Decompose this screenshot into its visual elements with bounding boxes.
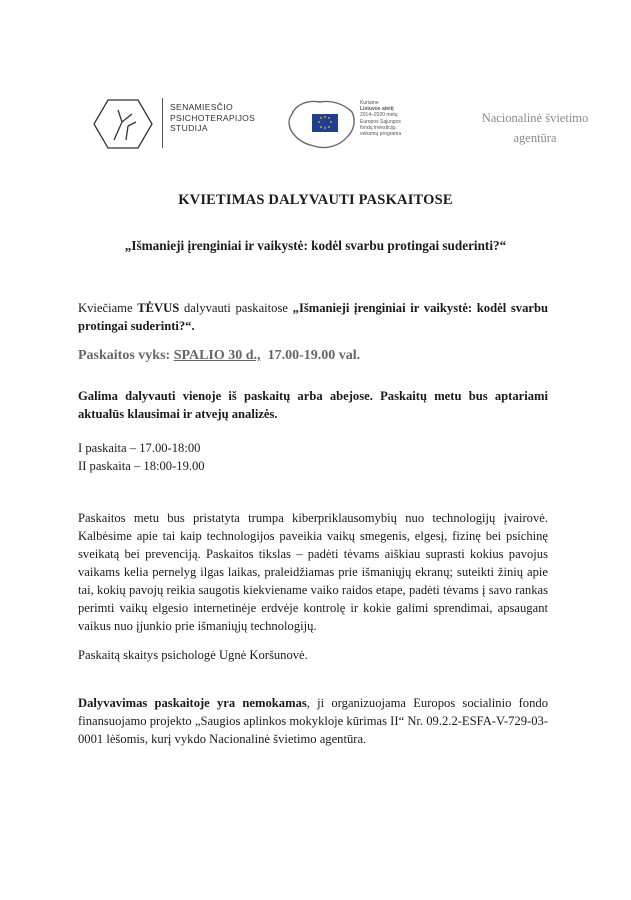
- funding-bold: Dalyvavimas paskaitoje yra nemokamas: [78, 696, 307, 710]
- logo1-line: PSICHOTERAPIJOS: [170, 112, 256, 123]
- logo2-line: 2014–2020 metų: [360, 112, 398, 119]
- logo2-line: Europos Sąjungos: [360, 118, 401, 125]
- session-item: II paskaita – 18:00-19.00: [78, 459, 205, 473]
- logo1-line: SENAMIESČIO: [170, 102, 233, 112]
- eu-funds-logo: [286, 96, 416, 156]
- funding-rest: , ji organizuojama Europos socialinio fondo finansuojamo projekto „Saugios aplinkos mokykloje kūrimas II“ Nr. 09.2.2-ESFA-V-729-03-0001 lėšomis, kurį vykdo Nacionalinė švietimo agentūra.: [78, 696, 548, 746]
- lithuania-map-eu-flag-icon: [286, 96, 358, 154]
- logo3-line: Nacionalinė švietimo: [481, 111, 589, 125]
- lecturer-line: Paskaitą skaitys psichologė Ugnė Koršunovė.: [78, 648, 308, 662]
- participation-note: Galima dalyvauti vienoje iš paskaitų arba abejose. Paskaitų metu bus aptariami aktualūs klausimai ir atvejų analizės.: [78, 389, 548, 421]
- nsa-logo: [470, 108, 600, 148]
- date-label: Paskaitos vyks:: [78, 348, 174, 363]
- description-paragraph: Paskaitos metu bus pristatyta trumpa kiberpriklausomybių nuo technologijų įvairovė. Kalbėsime apie tai kaip technologijos paveikia vaikų smegenis, elgesį, fizinę bei psichinę sveikatą bei prevenciją. Paskaitos tikslas – padėti tėvams aiškiau suprasti kokius pavojus vaikams kelia pernelyg ilgas laikas, praleidžiamas prie išmaniųjų ekranų; suteikti žinių apie tai, kokių pavojų reikia saugotis kiekviename vaiko raidos etape, padėti tėvams į savo rankas perimti vaikų elgesio internetinėje erdvėje kontrolę ir kokie galimi sprendimai, apsaugant vaikus nuo įjunkio prie išmaniųjų technologijų.: [78, 511, 548, 633]
- logo1-line: STUDIJA: [170, 123, 208, 133]
- intro-audience: TĖVUS: [137, 301, 180, 315]
- funding-paragraph: [78, 694, 548, 748]
- sessions-list: [78, 439, 548, 475]
- logo-divider: [162, 98, 163, 148]
- logo2-line: Kuriame: [360, 100, 379, 106]
- logo2-line: veiksmų programa: [360, 131, 402, 138]
- intro-lecture: „Išmanieji įrenginiai ir vaikystė: kodėl svarbu protingai suderinti?“.: [78, 301, 548, 333]
- logo2-line: fondų investicijų: [360, 124, 396, 131]
- session-item: I paskaita – 17.00-18:00: [78, 441, 201, 455]
- hexagon-tree-icon: [92, 96, 154, 152]
- intro-prefix: Kviečiame: [78, 301, 138, 315]
- date-value: SPALIO 30 d.,: [173, 348, 261, 363]
- intro-paragraph: [78, 299, 548, 335]
- intro-middle: dalyvauti paskaitose: [179, 301, 293, 315]
- senamiescio-logo: [92, 96, 292, 152]
- page-subtitle: „Išmanieji įrenginiai ir vaikystė: kodėl svarbu protingai suderinti?“: [124, 238, 507, 253]
- date-line: [78, 348, 360, 364]
- page-title: KVIETIMAS DALYVAUTI PASKAITOSE: [178, 192, 453, 208]
- logo3-line: agentūra: [513, 131, 557, 145]
- logo2-line: Lietuvos ateitį: [360, 106, 394, 113]
- time-value: 17.00-19.00 val.: [267, 348, 361, 363]
